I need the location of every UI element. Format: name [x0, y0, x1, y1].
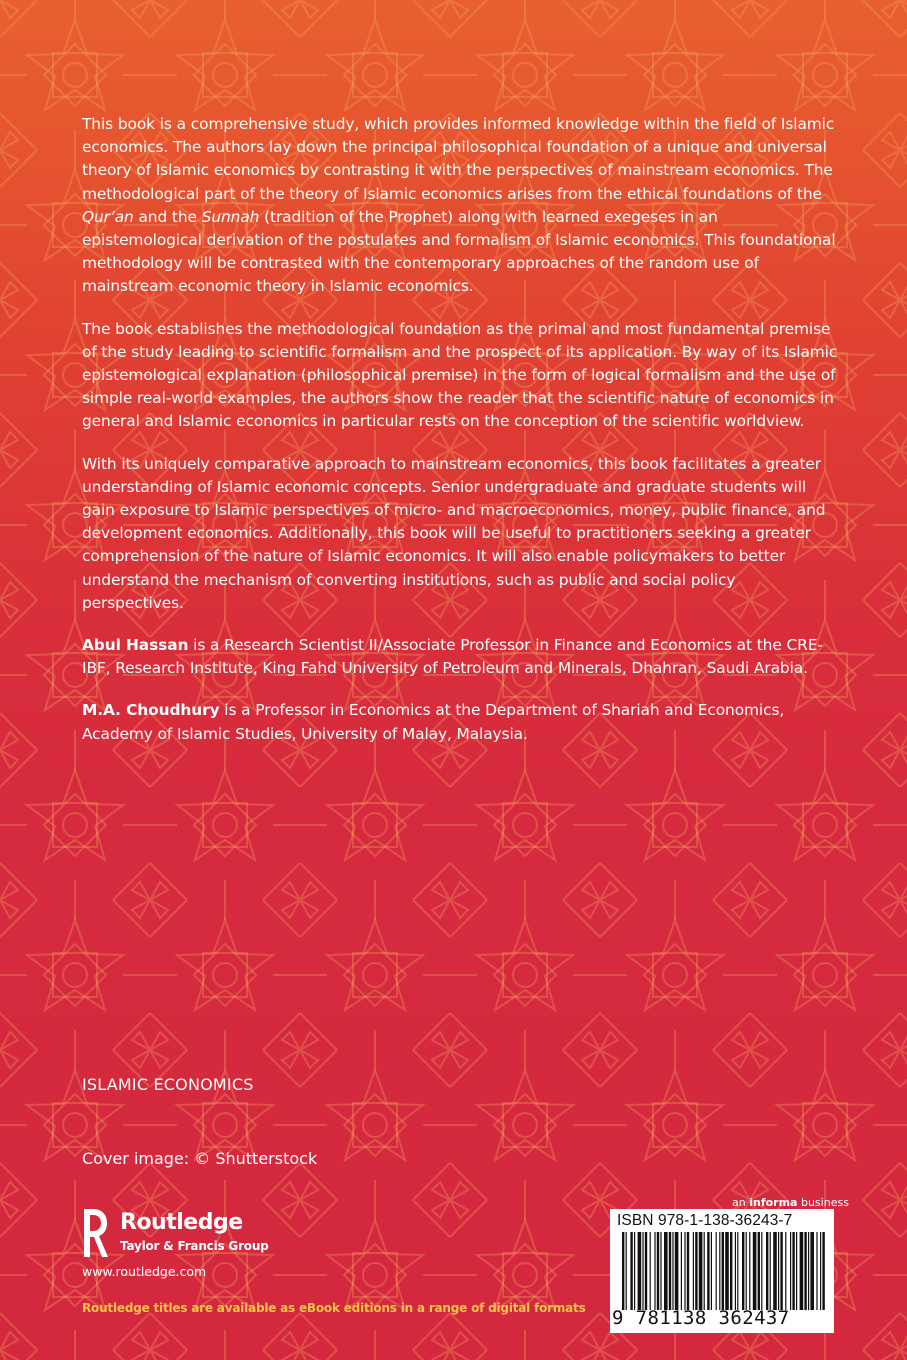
barcode-bar [800, 1232, 804, 1310]
barcode-bar [742, 1232, 744, 1310]
barcode-bar [630, 1232, 632, 1310]
description-paragraph-2 [82, 318, 842, 434]
isbn-number: ISBN 978-1-138-36243-7 [617, 1212, 793, 1229]
barcode-bar [820, 1232, 821, 1310]
author-name-2: M.A. Choudhury [82, 701, 220, 720]
barcode-bar [704, 1232, 705, 1310]
description-paragraph-3 [82, 453, 842, 615]
barcode-bar [808, 1232, 809, 1310]
barcode-bar [790, 1232, 791, 1310]
barcode-bar [707, 1232, 709, 1310]
barcode-bar [761, 1232, 762, 1310]
barcode-bar [634, 1232, 635, 1310]
barcode-bar [758, 1232, 760, 1310]
barcode-bar [770, 1232, 771, 1310]
barcode-bar [693, 1232, 694, 1310]
barcode-bars [622, 1232, 825, 1310]
description-paragraph-1 [82, 113, 842, 299]
informa-brand: informa [749, 1196, 798, 1209]
publisher-website: www.routledge.com [82, 1264, 207, 1279]
barcode-bar [638, 1232, 642, 1310]
barcode-bar [695, 1232, 697, 1310]
barcode-bar [773, 1232, 777, 1310]
barcode-bar [672, 1232, 673, 1310]
routledge-logo-icon [80, 1207, 110, 1259]
barcode-bar [711, 1232, 712, 1310]
informa-suffix: business [797, 1196, 849, 1209]
description-text-3: With its uniquely comparative approach to mainstream economics, this book facilitates a greater understanding of Islamic economic concepts. Senior undergraduate and graduate students will gain exposure to Islamic perspectives of micro- and macroeconomics, money, public finance, and development economics. Additionally, this book will be useful to practitioners seeking a greater comprehension of the nature of Islamic economics. It will also enable policymakers to better understand the mechanism of converting institutions, such as public and social policy perspectives. [82, 454, 826, 612]
barcode-bar [792, 1232, 794, 1310]
isbn-barcode [610, 1209, 834, 1333]
cover-image-credit: Cover image: © Shutterstock [82, 1149, 318, 1168]
barcode-bar [780, 1232, 782, 1310]
barcode-bar [675, 1232, 679, 1310]
publisher-logo [80, 1205, 380, 1265]
informa-business-label [732, 1196, 849, 1209]
barcode-bar [719, 1232, 720, 1310]
barcode-bar [804, 1232, 806, 1310]
barcode-bar [684, 1232, 685, 1310]
barcode-bar [753, 1232, 757, 1310]
barcode-bar [622, 1232, 624, 1310]
barcode-bar [735, 1232, 736, 1310]
barcode-bar [654, 1232, 655, 1310]
publisher-name: Routledge [120, 1210, 243, 1235]
barcode-bar [716, 1232, 717, 1310]
barcode-bar [730, 1232, 732, 1310]
barcode-bar [816, 1232, 817, 1310]
barcode-bar [778, 1232, 779, 1310]
barcode-bar [664, 1232, 668, 1310]
ebook-availability-note: Routledge titles are available as eBook editions in a range of digital formats [82, 1301, 586, 1315]
barcode-bar [737, 1232, 738, 1310]
barcode-bar [699, 1232, 703, 1310]
description-text-1: This book is a comprehensive study, which provides informed knowledge within the field of Islamic economics. The authors lay down the principal philosophical foundation of a unique and universal theory of Islamic economics by contrasting it with the perspectives of mainstream economics. The methodological part of the theory of Islamic economics arises from the ethical foundations of the Qur’an and the Sunnah (tradition of the Prophet) along with learned exegeses in an epistemological derivation of the postulates and formalism of Islamic economics. This foundational methodology will be contrasted with the contemporary approaches of the random use of mainstream economic theory in Islamic economics. [82, 115, 836, 296]
description-text-2: The book establishes the methodological foundation as the primal and most fundamental premise of the study leading to scientific formalism and the prospect of its application. By way of its Islamic epistemological explanation (philosophical premise) in the form of logical formalism and the use of simple real-world examples, the authors show the reader that the scientific nature of economics in general and Islamic economics in particular rests on the conception of the scientific worldview. [82, 319, 838, 431]
barcode-bar [657, 1232, 659, 1310]
barcode-bar [796, 1232, 797, 1310]
barcode-bar [725, 1232, 729, 1310]
barcode-bar [746, 1232, 747, 1310]
author-name-1: Abul Hassan [82, 636, 189, 655]
barcode-bar [722, 1232, 724, 1310]
barcode-bar [645, 1232, 647, 1310]
barcode-bar [660, 1232, 661, 1310]
series-title: ISLAMIC ECONOMICS [82, 1075, 254, 1094]
barcode-bar [687, 1232, 689, 1310]
author-bio-1 [82, 634, 842, 680]
barcode-digits: 9 781138 362437 [612, 1307, 790, 1329]
author-bio-text-2: is a Professor in Economics at the Department of Shariah and Economics, Academy of Islamic Studies, University of Malay, Malaysia. [82, 701, 785, 743]
barcode-bar [810, 1232, 814, 1310]
barcode-bar [681, 1232, 682, 1310]
barcode-bar [785, 1232, 786, 1310]
barcode-bar [650, 1232, 651, 1310]
barcode-bar [642, 1232, 643, 1310]
publisher-group: Taylor & Francis Group [120, 1239, 269, 1253]
barcode-bar [749, 1232, 750, 1310]
barcode-bar [822, 1232, 824, 1310]
informa-prefix: an [732, 1196, 750, 1209]
barcode-bar [669, 1232, 671, 1310]
barcode-bar [766, 1232, 768, 1310]
barcode-bar [626, 1232, 627, 1310]
back-cover-text [82, 113, 842, 765]
author-bio-2 [82, 699, 842, 745]
author-bio-text-1: is a Research Scientist II/Associate Professor in Finance and Economics at the CRE-IBF, Research Institute, King Fahd University of Petroleum and Minerals, Dhahran, Saudi Arabia. [82, 636, 823, 678]
